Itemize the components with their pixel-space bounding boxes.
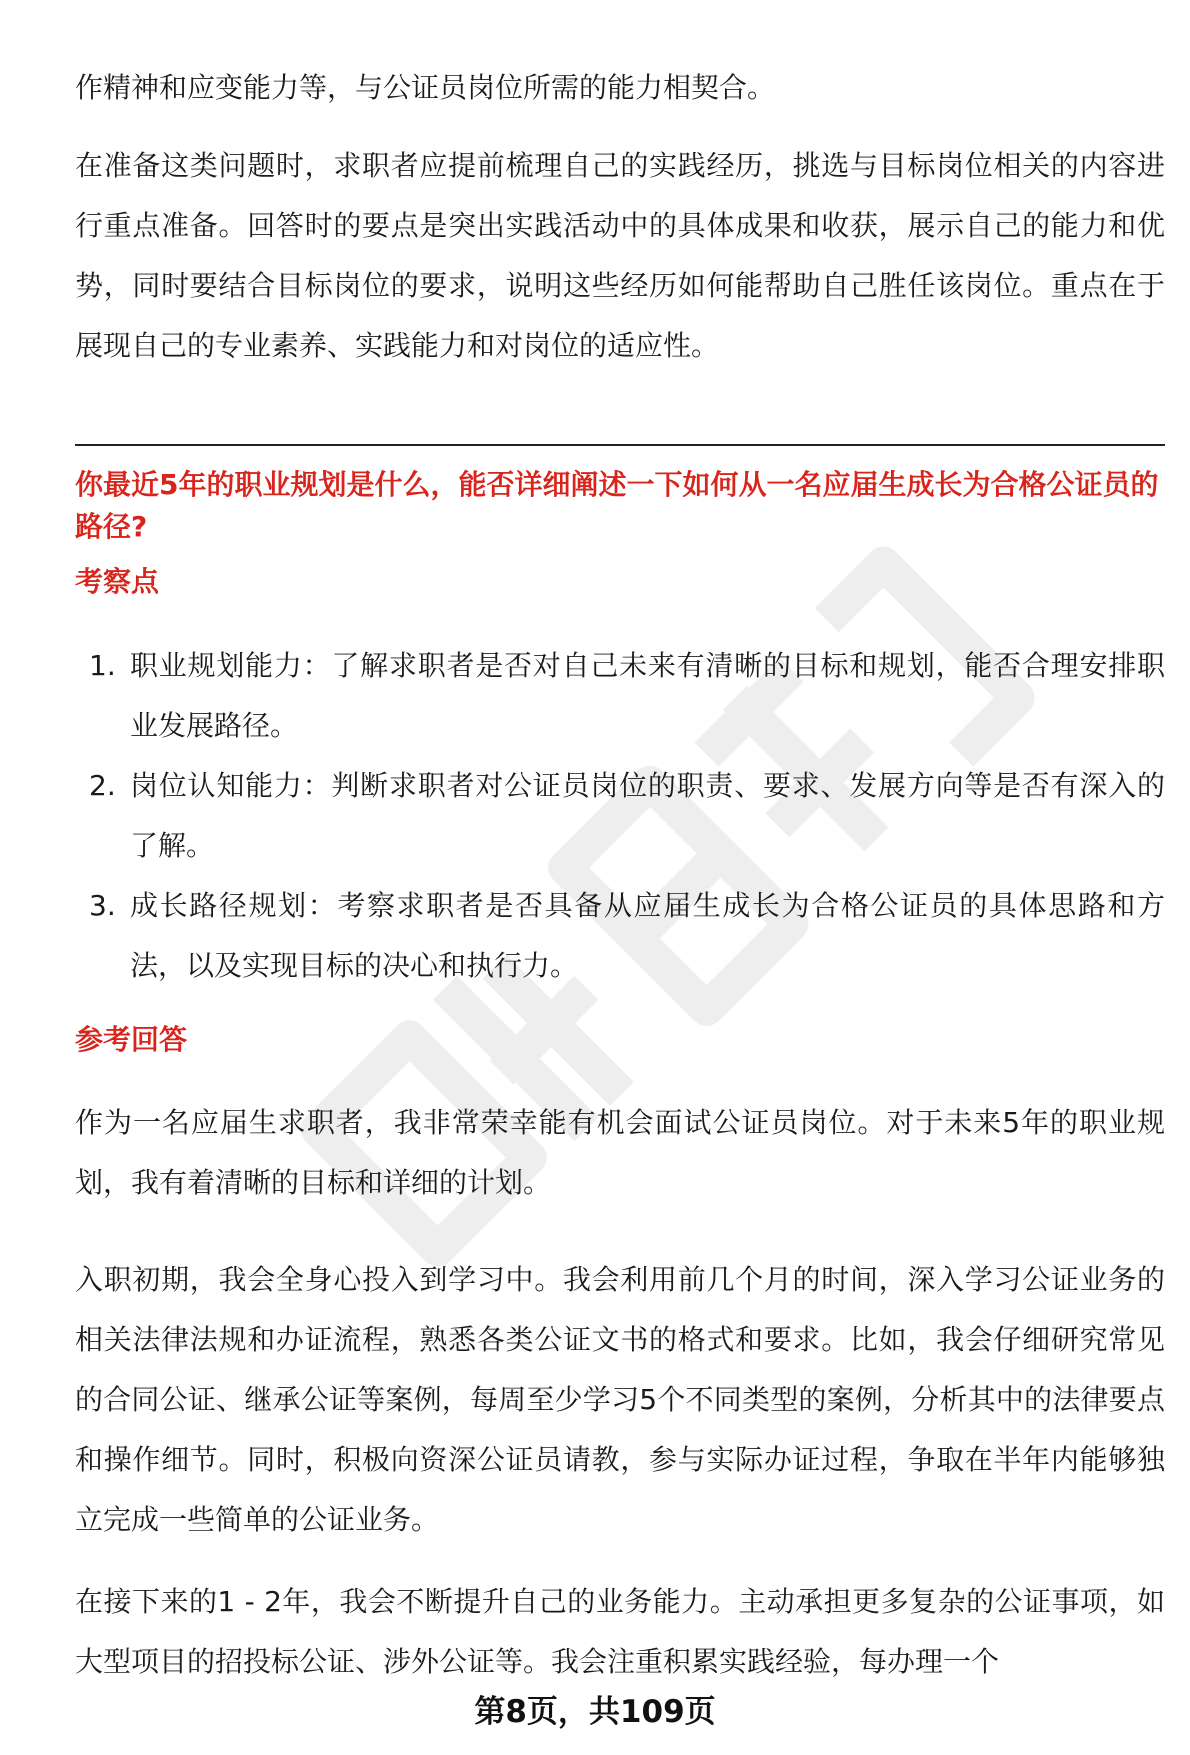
answer-paragraph-2: 入职初期，我会全身心投入到学习中。我会利用前几个月的时间，深入学习公证业务的相关法律法规和办证流程，熟悉各类公证文书的格式和要求。比如，我会仔细研究常见的合同公证、继承公证等案例，每周至少学习5个不同类型的案例，分析其中的法律要点和操作细节。同时，积极向资深公证员请教，参与实际办证过程，争取在半年内能够独立完成一些简单的公证业务。 xyxy=(75,1263,1165,1536)
list-number: 1. xyxy=(89,649,116,682)
question-title: 你最近5年的职业规划是什么，能否详细阐述一下如何从一名应届生成长为合格公证员的路径? xyxy=(75,468,1159,543)
list-item xyxy=(75,756,1165,876)
answer-heading: 参考回答 xyxy=(75,1023,188,1056)
page-number: 第8页，共109页 xyxy=(474,1694,716,1730)
section-divider xyxy=(75,444,1165,446)
list-number: 2. xyxy=(89,769,116,802)
preparation-paragraph: 在准备这类问题时，求职者应提前梳理自己的实践经历，挑选与目标岗位相关的内容进行重点准备。回答时的要点是突出实践活动中的具体成果和收获，展示自己的能力和优势，同时要结合目标岗位的要求，说明这些经历如何能帮助自己胜任该岗位。重点在于展现自己的专业素养、实践能力和对岗位的适应性。 xyxy=(75,149,1165,362)
list-text: 职业规划能力：了解求职者是否对自己未来有清晰的目标和规划，能否合理安排职业发展路径。 xyxy=(130,649,1165,742)
examine-points-list xyxy=(75,636,1165,996)
intro-paragraph-end: 作精神和应变能力等，与公证员岗位所需的能力相契合。 xyxy=(75,71,776,104)
list-text: 岗位认知能力：判断求职者对公证员岗位的职责、要求、发展方向等是否有深入的了解。 xyxy=(130,769,1165,862)
examine-heading: 考察点 xyxy=(75,565,160,598)
list-number: 3. xyxy=(89,889,116,922)
answer-paragraph-1: 作为一名应届生求职者，我非常荣幸能有机会面试公证员岗位。对于未来5年的职业规划，我有着清晰的目标和详细的计划。 xyxy=(75,1106,1165,1199)
answer-paragraph-3: 在接下来的1 - 2年，我会不断提升自己的业务能力。主动承担更多复杂的公证事项，如大型项目的招投标公证、涉外公证等。我会注重积累实践经验，每办理一个 xyxy=(75,1585,1165,1678)
list-item xyxy=(75,876,1165,996)
list-text: 成长路径规划：考察求职者是否具备从应届生成长为合格公证员的具体思路和方法，以及实现目标的决心和执行力。 xyxy=(130,889,1165,982)
list-item xyxy=(75,636,1165,756)
